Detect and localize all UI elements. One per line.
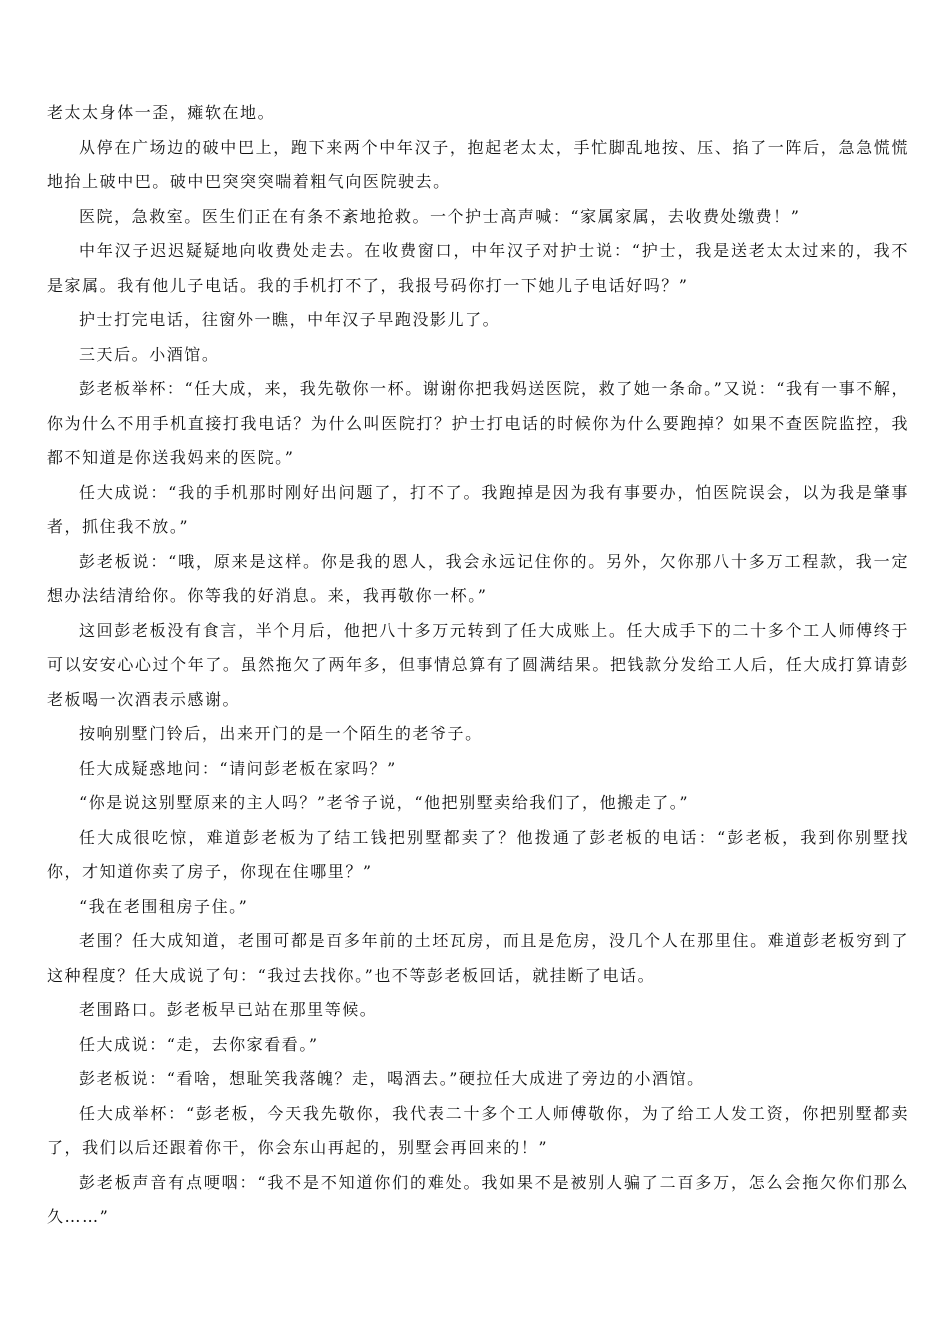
paragraph-5: 护士打完电话，往窗外一瞧，中年汉子早跑没影儿了。 bbox=[79, 310, 501, 329]
story-text bbox=[47, 96, 909, 1235]
paragraph-6: 三天后。小酒馆。 bbox=[79, 344, 220, 364]
paragraph-20: 任大成举杯：“彭老板，今天我先敬你，我代表二十多个工人师傅敬你，为了给工人发工资，你把别墅都卖了，我们以后还跟着你干，你会东山再起的，别墅会再回来的！” bbox=[47, 1103, 909, 1157]
paragraph-3: 医院，急救室。医生们正在有条不紊地抢救。一个护士高声喊：“家属家属，去收费处缴费！” bbox=[79, 206, 801, 226]
paragraph-4: 中年汉子迟迟疑疑地向收费处走去。在收费窗口，中年汉子对护士说：“护士，我是送老太太过来的，我不是家属。我有他儿子电话。我的手机打不了，我报号码你打一下她儿子电话好吗？” bbox=[47, 241, 909, 295]
paragraph-12: 任大成疑惑地问：“请问彭老板在家吗？” bbox=[79, 758, 397, 778]
paragraph-10: 这回彭老板没有食言，半个月后，他把八十多万元转到了任大成账上。任大成手下的二十多个工人师傅终于可以安安心心过个年了。虽然拖欠了两年多，但事情总算有了圆满结果。把钱款分发给工人后，任大成打算请彭老板喝一次酒表示感谢。 bbox=[47, 620, 909, 709]
paragraph-13: “你是说这别墅原来的主人吗？”老爷子说，“他把别墅卖给我们了，他搬走了。” bbox=[79, 793, 690, 812]
paragraph-7: 彭老板举杯：“任大成，来，我先敬你一杯。谢谢你把我妈送医院，救了她一条命。”又说：“我有一事不解，你为什么不用手机直接打我电话？为什么叫医院打？护士打电话的时候你为什么要跑掉？如果不查医院监控，我都不知道是你送我妈来的医院。” bbox=[47, 379, 909, 467]
paragraph-14: 任大成很吃惊，难道彭老板为了结工钱把别墅都卖了？他拨通了彭老板的电话：“彭老板，我到你别墅找你，才知道你卖了房子，你现在住哪里？” bbox=[47, 827, 909, 881]
paragraph-21: 彭老板声音有点哽咽：“我不是不知道你们的难处。我如果不是被别人骗了二百多万，怎么会拖欠你们那么久……” bbox=[47, 1172, 909, 1226]
paragraph-2: 从停在广场边的破中巴上，跑下来两个中年汉子，抱起老太太，手忙脚乱地按、压、掐了一阵后，急急慌慌地抬上破中巴。破中巴突突突喘着粗气向医院驶去。 bbox=[47, 137, 909, 191]
paragraph-17: 老围路口。彭老板早已站在那里等候。 bbox=[79, 1000, 378, 1019]
paragraph-18: 任大成说：“走，去你家看看。” bbox=[79, 1034, 319, 1054]
paragraph-19: 彭老板说：“看啥，想耻笑我落魄？走，喝酒去。”硬拉任大成进了旁边的小酒馆。 bbox=[79, 1069, 705, 1088]
paragraph-15: “我在老围租房子住。” bbox=[79, 896, 249, 916]
paragraph-8: 任大成说：“我的手机那时刚好出问题了，打不了。我跑掉是因为我有事要办，怕医院误会，以为我是肇事者，抓住我不放。” bbox=[47, 482, 909, 536]
paragraph-1: 老太太身体一歪，瘫软在地。 bbox=[47, 103, 276, 122]
paragraph-9: 彭老板说：“哦，原来是这样。你是我的恩人，我会永远记住你的。另外，欠你那八十多万工程款，我一定想办法结清给你。你等我的好消息。来，我再敬你一杯。” bbox=[47, 551, 909, 605]
paragraph-11: 按响别墅门铃后，出来开门的是一个陌生的老爷子。 bbox=[79, 724, 483, 743]
paragraph-16: 老围？任大成知道，老围可都是百多年前的土坯瓦房，而且是危房，没几个人在那里住。难道彭老板穷到了这种程度？任大成说了句：“我过去找你。”也不等彭老板回话，就挂断了电话。 bbox=[47, 931, 909, 985]
